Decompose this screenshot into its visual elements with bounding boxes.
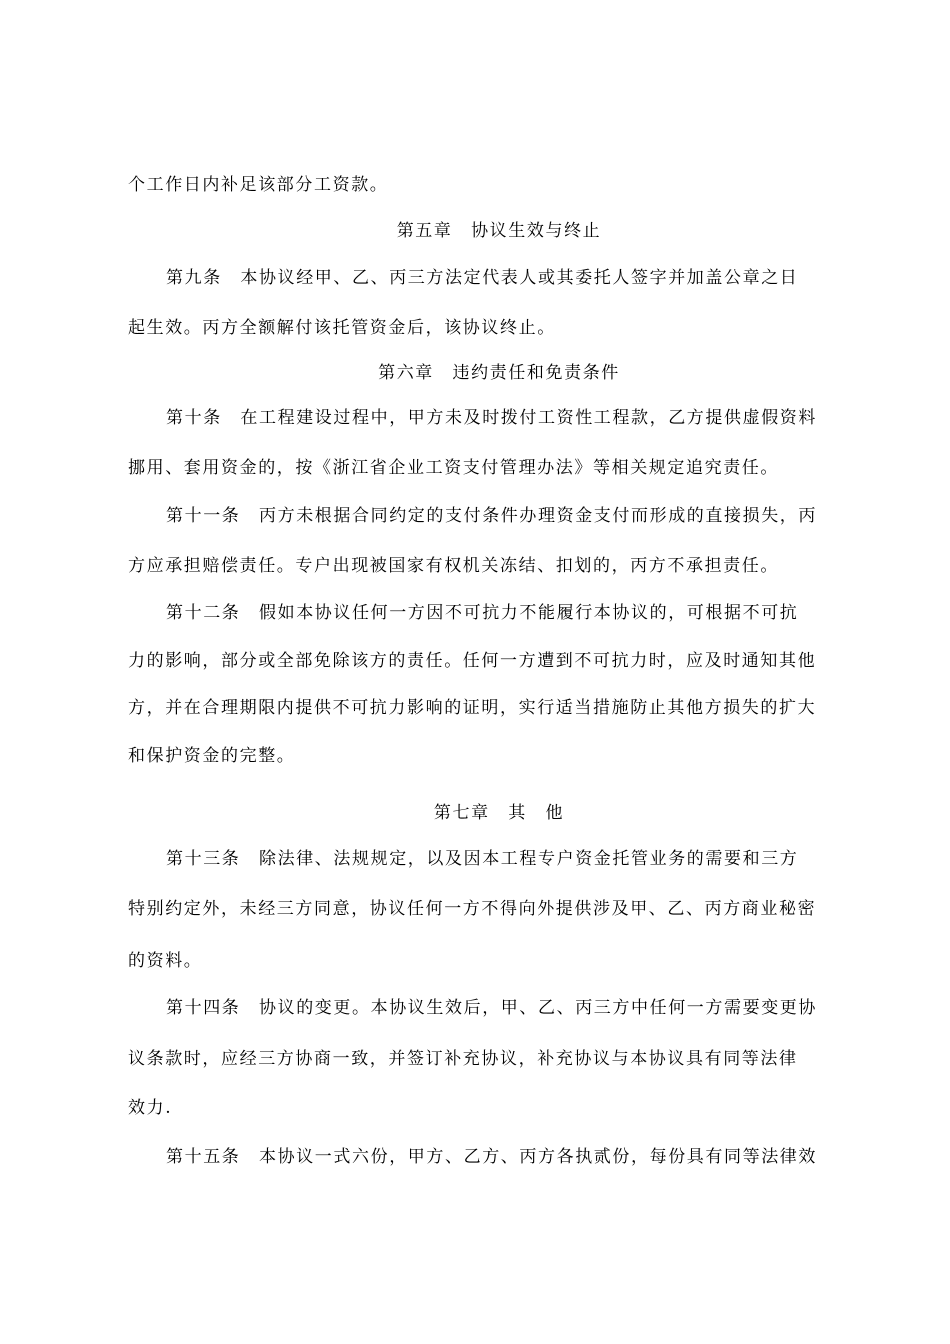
paragraph-line: 个工作日内补足该部分工资款。 [128, 175, 389, 195]
paragraph-line: 力的影响，部分或全部免除该方的责任。任何一方遭到不可抗力时，应及时通知其他 [128, 651, 817, 671]
article-line: 第十二条 假如本协议任何一方因不可抗力不能履行本协议的，可根据不可抗 [166, 603, 799, 623]
paragraph-line: 挪用、套用资金的，按《浙江省企业工资支付管理办法》等相关规定追究责任。 [128, 458, 779, 478]
chapter-heading: 第五章 协议生效与终止 [396, 221, 602, 241]
chapter-heading: 第七章 其 他 [433, 803, 565, 823]
article-line: 第十四条 协议的变更。本协议生效后，甲、乙、丙三方中任何一方需要变更协 [166, 998, 817, 1018]
paragraph-line: 方，并在合理期限内提供不可抗力影响的证明，实行适当措施防止其他方损失的扩大 [128, 698, 817, 718]
paragraph-line: 的资料。 [128, 951, 203, 971]
article-line: 第十三条 除法律、法规规定，以及因本工程专户资金托管业务的需要和三方 [166, 849, 799, 869]
paragraph-line: 议条款时，应经三方协商一致，并签订补充协议，补充协议与本协议具有同等法律 [128, 1049, 798, 1069]
article-line: 第十五条 本协议一式六份，甲方、乙方、丙方各执贰份，每份具有同等法律效 [166, 1147, 817, 1167]
paragraph-line: 和保护资金的完整。 [128, 746, 296, 766]
paragraph-line: 起生效。丙方全额解付该托管资金后，该协议终止。 [128, 318, 556, 338]
paragraph-line: 效力. [128, 1098, 173, 1118]
article-line: 第十一条 丙方未根据合同约定的支付条件办理资金支付而形成的直接损失，丙 [166, 506, 817, 526]
chapter-heading: 第六章 违约责任和免责条件 [378, 363, 620, 383]
article-line: 第十条 在工程建设过程中，甲方未及时拨付工资性工程款，乙方提供虚假资料 [166, 408, 817, 428]
paragraph-line: 方应承担赔偿责任。专户出现被国家有权机关冻结、扣划的，丙方不承担责任。 [128, 556, 779, 576]
article-line: 第九条 本协议经甲、乙、丙三方法定代表人或其委托人签字并加盖公章之日 [166, 268, 799, 288]
paragraph-line: 特别约定外，未经三方同意，协议任何一方不得向外提供涉及甲、乙、丙方商业秘密 [128, 899, 817, 919]
